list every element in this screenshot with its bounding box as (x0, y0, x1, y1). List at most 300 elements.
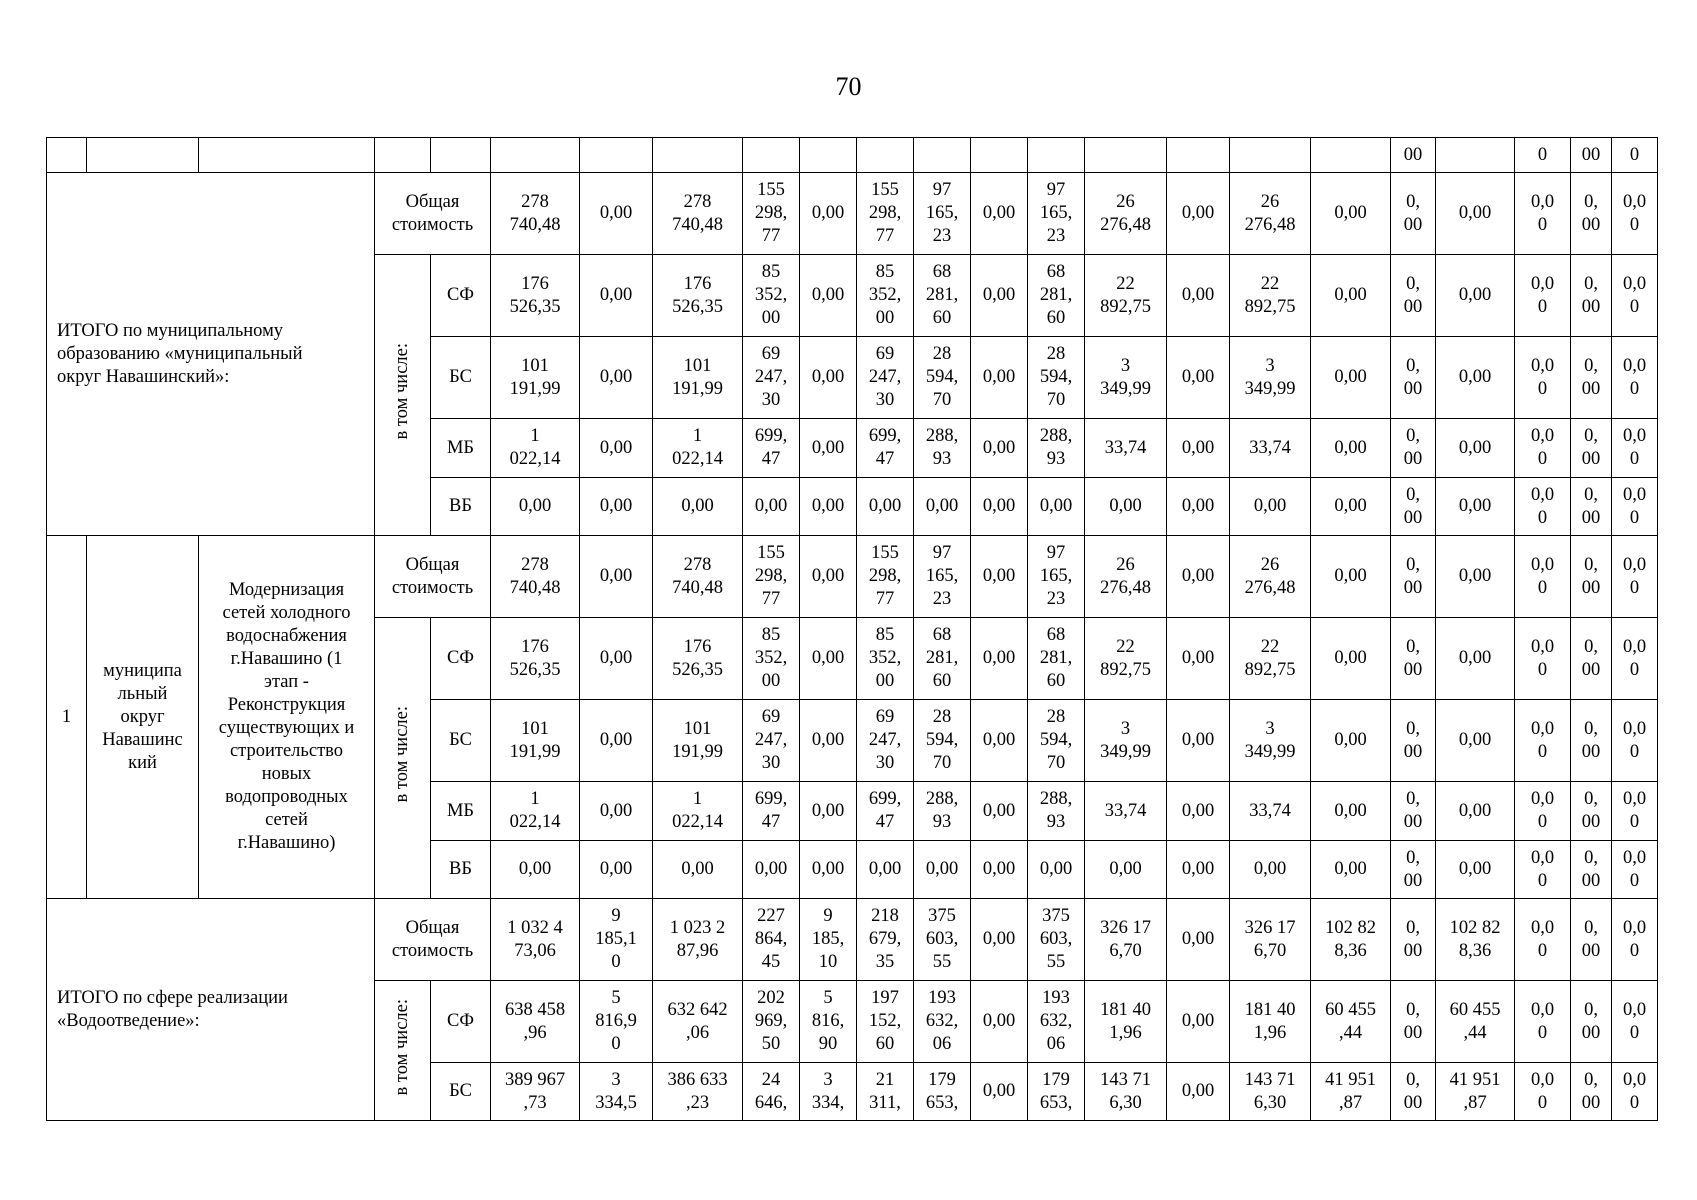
cell-text: в том числе: (392, 706, 412, 803)
cell-text: 28 594, 70 (925, 344, 959, 410)
value-cell (743, 536, 800, 618)
value-cell (1571, 173, 1612, 255)
value-cell (1515, 536, 1571, 618)
value-cell (1391, 478, 1436, 536)
cell-text: 5 816,9 0 (595, 988, 637, 1054)
cell-text: 9 185,1 0 (595, 906, 637, 972)
cell-text: 0, 00 (1403, 484, 1423, 528)
cell-text: 389 967 ,73 (504, 1069, 566, 1113)
cell-text: 0,00 (599, 648, 633, 668)
cell-text: 179 653, (925, 1069, 959, 1113)
value-cell (1571, 899, 1612, 981)
value-cell (743, 255, 800, 337)
value-cell (1391, 419, 1436, 478)
value-cell (1515, 173, 1571, 255)
value-cell (1028, 536, 1085, 618)
value-cell (1436, 1063, 1515, 1121)
value-cell (1436, 899, 1515, 981)
value-cell (743, 1063, 800, 1121)
value-cell (1515, 337, 1571, 419)
cell-text: 0,0 0 (1622, 191, 1647, 235)
cell-text: 0,00 (982, 800, 1016, 821)
cell-text: 0,00 (599, 367, 633, 387)
cell-text: 00 (1403, 144, 1423, 165)
value-cell (914, 173, 971, 255)
value-cell (971, 173, 1028, 255)
value-cell (1391, 899, 1436, 981)
cell-text: 0,0 0 (1530, 789, 1555, 832)
value-cell (1391, 618, 1436, 700)
in-that-number-label (375, 255, 431, 536)
continuation-cell (87, 138, 199, 173)
cell-text: 101 191,99 (672, 718, 723, 762)
cell-text: 326 17 6,70 (1100, 917, 1151, 961)
cell-text: 5 816, 90 (811, 988, 845, 1054)
value-cell (1515, 981, 1571, 1063)
continuation-cell (914, 138, 971, 173)
total-cost-label (375, 173, 491, 255)
cell-text: 0,00 (1109, 496, 1142, 516)
cell-text: БС (449, 1081, 472, 1101)
value-cell (1571, 782, 1612, 841)
cell-text: 699, 47 (754, 789, 788, 832)
cell-text: БС (449, 730, 472, 750)
cell-text: 41 951 ,87 (1325, 1069, 1376, 1113)
cell-text: 227 864, 45 (754, 906, 788, 972)
cell-text: 143 71 6,30 (1244, 1069, 1296, 1113)
cell-text: 60 455 ,44 (1325, 999, 1376, 1043)
cell-text: 0,00 (1181, 367, 1215, 387)
funding-source-code (431, 618, 491, 700)
value-cell (1167, 337, 1230, 419)
cell-text: 41 951 ,87 (1449, 1069, 1501, 1113)
cell-text: 288, 93 (925, 789, 959, 832)
value-cell (1571, 419, 1612, 478)
continuation-cell (971, 138, 1028, 173)
cell-text: 0, 00 (1581, 917, 1601, 961)
value-cell (857, 841, 914, 899)
value-cell (580, 419, 653, 478)
cell-text: 326 17 6,70 (1244, 917, 1296, 961)
value-cell (1167, 478, 1230, 536)
cell-text: 0, 00 (1403, 917, 1423, 961)
value-cell (491, 1063, 580, 1121)
table-row-total (47, 536, 1658, 618)
cell-text: СФ (447, 648, 474, 668)
cell-text: 0, 00 (1581, 999, 1601, 1043)
cell-text: 85 352, 00 (868, 262, 902, 328)
cell-text: 0, 00 (1581, 554, 1601, 598)
cell-text: 0,00 (982, 437, 1016, 458)
cell-text: 3 349,99 (1244, 718, 1296, 762)
cell-text: 0,00 (982, 859, 1016, 879)
total-cost-label (375, 536, 491, 618)
value-cell (914, 841, 971, 899)
value-cell (1028, 173, 1085, 255)
cell-text: 375 603, 55 (1039, 906, 1073, 972)
cell-text: 0,0 0 (1622, 554, 1647, 598)
cell-text: 97 165, 23 (925, 180, 959, 246)
cell-text: 0,00 (1458, 496, 1492, 516)
value-cell (1311, 337, 1391, 419)
cell-text: 0,00 (811, 496, 845, 516)
cell-text: 0,0 0 (1530, 636, 1555, 680)
cell-text: 33,74 (1249, 800, 1291, 821)
value-cell (1085, 173, 1167, 255)
cell-text: 1 022,14 (509, 789, 561, 832)
cell-text: 0,0 0 (1530, 554, 1555, 598)
cell-text: 0, 00 (1403, 554, 1423, 598)
continuation-cell (199, 138, 375, 173)
continuation-cell (1515, 138, 1571, 173)
value-cell (857, 1063, 914, 1121)
value-cell (1085, 337, 1167, 419)
cell-text: 102 82 8,36 (1449, 917, 1501, 961)
cell-text: 0,00 (599, 730, 633, 750)
value-cell (1311, 1063, 1391, 1121)
value-cell (857, 899, 914, 981)
cell-text: 0,00 (1334, 859, 1367, 879)
cell-text: СФ (447, 1011, 474, 1031)
value-cell (580, 700, 653, 782)
cell-text: 278 740,48 (509, 554, 561, 598)
cell-text: 0,00 (754, 496, 788, 516)
cell-text: 101 191,99 (509, 718, 561, 762)
value-cell (1085, 899, 1167, 981)
value-cell (1028, 337, 1085, 419)
cell-text: 69 247, 30 (868, 344, 902, 410)
cell-text: 0, 00 (1581, 355, 1601, 399)
funding-source-code (431, 981, 491, 1063)
cell-text: 00 (1581, 144, 1601, 165)
cell-text: 0,00 (1181, 929, 1215, 949)
value-cell (491, 782, 580, 841)
value-cell (580, 1063, 653, 1121)
value-cell (743, 419, 800, 478)
cell-text: 0,00 (982, 730, 1016, 750)
value-cell (914, 700, 971, 782)
value-cell (1436, 618, 1515, 700)
value-cell (1230, 337, 1311, 419)
value-cell (1028, 782, 1085, 841)
cell-text: 0,00 (1334, 203, 1367, 223)
funding-source-code (431, 255, 491, 337)
cell-text: 101 191,99 (509, 355, 561, 399)
value-cell (914, 536, 971, 618)
cell-text: 0,00 (1334, 437, 1367, 458)
value-cell (914, 899, 971, 981)
cell-text: 181 40 1,96 (1100, 999, 1151, 1043)
value-cell (743, 700, 800, 782)
funding-source-code (431, 782, 491, 841)
cell-text: 0,0 0 (1530, 273, 1555, 317)
table-row-total (47, 899, 1658, 981)
value-cell (491, 981, 580, 1063)
value-cell (743, 337, 800, 419)
value-cell (653, 536, 743, 618)
cell-text: 155 298, 77 (754, 543, 788, 609)
value-cell (580, 981, 653, 1063)
value-cell (800, 841, 857, 899)
value-cell (1167, 255, 1230, 337)
value-cell (1436, 782, 1515, 841)
cell-text: 0,00 (1181, 203, 1215, 223)
cell-text: 0,0 0 (1622, 355, 1647, 399)
table-row-total (47, 173, 1658, 255)
value-cell (971, 255, 1028, 337)
cell-text: 0,00 (982, 367, 1016, 387)
cell-text: 0, 00 (1403, 999, 1423, 1043)
value-cell (971, 1063, 1028, 1121)
cell-text: 0,00 (811, 437, 845, 458)
total-cost-label (375, 899, 491, 981)
cell-text: 0,00 (1181, 859, 1215, 879)
cell-text: 0,00 (1458, 730, 1492, 750)
cell-text: 0,00 (982, 1011, 1016, 1031)
cell-text: 0,0 0 (1530, 847, 1555, 891)
cell-text: 193 632, 06 (925, 988, 959, 1054)
continuation-cell (1028, 138, 1085, 173)
cell-text: 288, 93 (1039, 789, 1073, 832)
cell-text: 0, 00 (1581, 426, 1601, 469)
cell-text: 0,00 (982, 496, 1016, 516)
value-cell (1167, 899, 1230, 981)
value-cell (1167, 981, 1230, 1063)
value-cell (857, 337, 914, 419)
value-cell (653, 419, 743, 478)
value-cell (743, 173, 800, 255)
value-cell (580, 337, 653, 419)
value-cell (1230, 841, 1311, 899)
cell-text: 3 349,99 (1100, 355, 1151, 399)
cell-text: 0, 00 (1403, 355, 1423, 399)
cell-text: 0,00 (1458, 648, 1492, 668)
cell-text: 0,00 (1109, 859, 1142, 879)
value-cell (1230, 700, 1311, 782)
value-cell (971, 478, 1028, 536)
page-number: 70 (835, 72, 862, 101)
cell-text: 0,0 0 (1530, 917, 1555, 961)
cell-text: 0, 00 (1403, 1069, 1423, 1113)
cell-text: Модернизация сетей холодного водоснабжения г.Навашино (1 этап - Реконструкция существующих и строительство новых водопроводных сетей г.Навашино) (218, 580, 355, 853)
value-cell (914, 618, 971, 700)
cell-text: 638 458 ,96 (504, 999, 566, 1043)
cell-text: 85 352, 00 (754, 625, 788, 691)
continuation-cell (653, 138, 743, 173)
cell-text: 97 165, 23 (1039, 543, 1073, 609)
cell-text: 0,00 (1334, 648, 1367, 668)
cell-text: 0,00 (925, 496, 959, 516)
cell-text: 0,00 (811, 730, 845, 750)
cell-text: 386 633 ,23 (667, 1069, 728, 1113)
cell-text: ВБ (449, 496, 472, 516)
municipality-name (87, 536, 199, 899)
cell-text: 1 023 2 87,96 (669, 917, 726, 961)
value-cell (743, 981, 800, 1063)
cell-text: 0,0 0 (1622, 847, 1647, 891)
value-cell (1230, 899, 1311, 981)
value-cell (1167, 841, 1230, 899)
continuation-cell (1571, 138, 1612, 173)
cell-text: 0,00 (681, 859, 714, 879)
cell-text: 0,00 (1334, 566, 1367, 586)
value-cell (914, 478, 971, 536)
value-cell (491, 536, 580, 618)
cell-text: 0,0 0 (1530, 999, 1555, 1043)
funding-source-code (431, 337, 491, 419)
value-cell (1436, 536, 1515, 618)
cell-text: 85 352, 00 (868, 625, 902, 691)
cell-text: 0,00 (1334, 800, 1367, 821)
cell-text: 0, 00 (1581, 484, 1601, 528)
cell-text: 0,00 (982, 1081, 1016, 1101)
value-cell (1515, 478, 1571, 536)
value-cell (857, 255, 914, 337)
value-cell (1230, 173, 1311, 255)
value-cell (914, 255, 971, 337)
value-cell (914, 337, 971, 419)
cell-text: 68 281, 60 (1039, 262, 1073, 328)
cell-text: 699, 47 (754, 426, 788, 469)
value-cell (971, 782, 1028, 841)
cell-text: 0,00 (925, 859, 959, 879)
value-cell (1391, 981, 1436, 1063)
cell-text: 0, 00 (1403, 636, 1423, 680)
value-cell (1612, 782, 1658, 841)
table-row-continuation (47, 138, 1658, 173)
cell-text: 0,00 (518, 859, 552, 879)
value-cell (1230, 419, 1311, 478)
value-cell (653, 478, 743, 536)
cell-text: 181 40 1,96 (1244, 999, 1296, 1043)
cell-text: ВБ (449, 859, 472, 879)
in-that-number-label (375, 618, 431, 899)
cell-text: 0, 00 (1403, 273, 1423, 317)
cell-text: 699, 47 (868, 789, 902, 832)
value-cell (800, 1063, 857, 1121)
cell-text: БС (449, 367, 472, 387)
cell-text: 0,00 (1181, 1081, 1215, 1101)
value-cell (580, 618, 653, 700)
cell-text: 288, 93 (1039, 426, 1073, 469)
continuation-cell (857, 138, 914, 173)
cell-text: 0 (1629, 144, 1640, 165)
cell-text: 0, 00 (1581, 636, 1601, 680)
cell-text: 0,00 (1334, 285, 1367, 305)
value-cell (1085, 419, 1167, 478)
value-cell (491, 173, 580, 255)
cell-text: 22 892,75 (1244, 273, 1296, 317)
cell-text: 26 276,48 (1100, 191, 1151, 235)
in-that-number-label (375, 981, 431, 1121)
cell-text: 0, 00 (1581, 273, 1601, 317)
cell-text: 68 281, 60 (1039, 625, 1073, 691)
cell-text: 0, 00 (1403, 191, 1423, 235)
cell-text: 22 892,75 (1100, 636, 1151, 680)
value-cell (1571, 841, 1612, 899)
cell-text: 97 165, 23 (925, 543, 959, 609)
cell-text: 193 632, 06 (1039, 988, 1073, 1054)
value-cell (653, 1063, 743, 1121)
cell-text: 176 526,35 (672, 636, 723, 680)
value-cell (914, 981, 971, 1063)
value-cell (1085, 536, 1167, 618)
value-cell (743, 899, 800, 981)
value-cell (1436, 173, 1515, 255)
value-cell (1391, 782, 1436, 841)
value-cell (1612, 337, 1658, 419)
value-cell (800, 782, 857, 841)
value-cell (1230, 536, 1311, 618)
value-cell (1085, 618, 1167, 700)
cell-text: 278 740,48 (672, 191, 723, 235)
cell-text: 0,0 0 (1622, 484, 1647, 528)
cell-text: МБ (446, 437, 475, 458)
value-cell (1571, 1063, 1612, 1121)
value-cell (1028, 981, 1085, 1063)
cell-text: в том числе: (392, 343, 412, 440)
value-cell (1436, 478, 1515, 536)
value-cell (800, 255, 857, 337)
value-cell (971, 700, 1028, 782)
cell-text: 0,0 0 (1530, 484, 1555, 528)
value-cell (1167, 419, 1230, 478)
cell-text: 278 740,48 (509, 191, 561, 235)
cell-text: 1 032 4 73,06 (507, 917, 563, 961)
cell-text: 0, 00 (1403, 789, 1423, 832)
cell-text: 0,00 (599, 203, 633, 223)
cell-text: 69 247, 30 (754, 707, 788, 773)
cell-text: 97 165, 23 (1039, 180, 1073, 246)
cell-text: 0, 00 (1581, 191, 1601, 235)
value-cell (580, 173, 653, 255)
value-cell (971, 536, 1028, 618)
value-cell (1515, 700, 1571, 782)
value-cell (491, 478, 580, 536)
cell-text: 699, 47 (868, 426, 902, 469)
value-cell (653, 899, 743, 981)
value-cell (800, 899, 857, 981)
value-cell (743, 618, 800, 700)
cell-text: 0,0 0 (1530, 1069, 1555, 1113)
value-cell (857, 782, 914, 841)
cell-text: 0,00 (1181, 800, 1215, 821)
value-cell (857, 618, 914, 700)
value-cell (1436, 255, 1515, 337)
value-cell (857, 536, 914, 618)
value-cell (1028, 899, 1085, 981)
cell-text: 0,00 (982, 929, 1016, 949)
value-cell (653, 841, 743, 899)
value-cell (971, 419, 1028, 478)
continuation-cell (491, 138, 580, 173)
continuation-cell (1391, 138, 1436, 173)
continuation-cell (1230, 138, 1311, 173)
cell-text: 0, 00 (1581, 718, 1601, 762)
cell-text: 0, 00 (1403, 718, 1423, 762)
cell-text: 22 892,75 (1100, 273, 1151, 317)
value-cell (1085, 255, 1167, 337)
cell-text: 0,00 (1458, 859, 1492, 879)
continuation-cell (375, 138, 431, 173)
value-cell (1311, 618, 1391, 700)
value-cell (857, 981, 914, 1063)
cell-text: 0, 00 (1403, 847, 1423, 891)
cell-text: 0, 00 (1581, 847, 1601, 891)
cell-text: 632 642 ,06 (667, 999, 728, 1043)
cell-text: 176 526,35 (509, 273, 561, 317)
value-cell (653, 700, 743, 782)
